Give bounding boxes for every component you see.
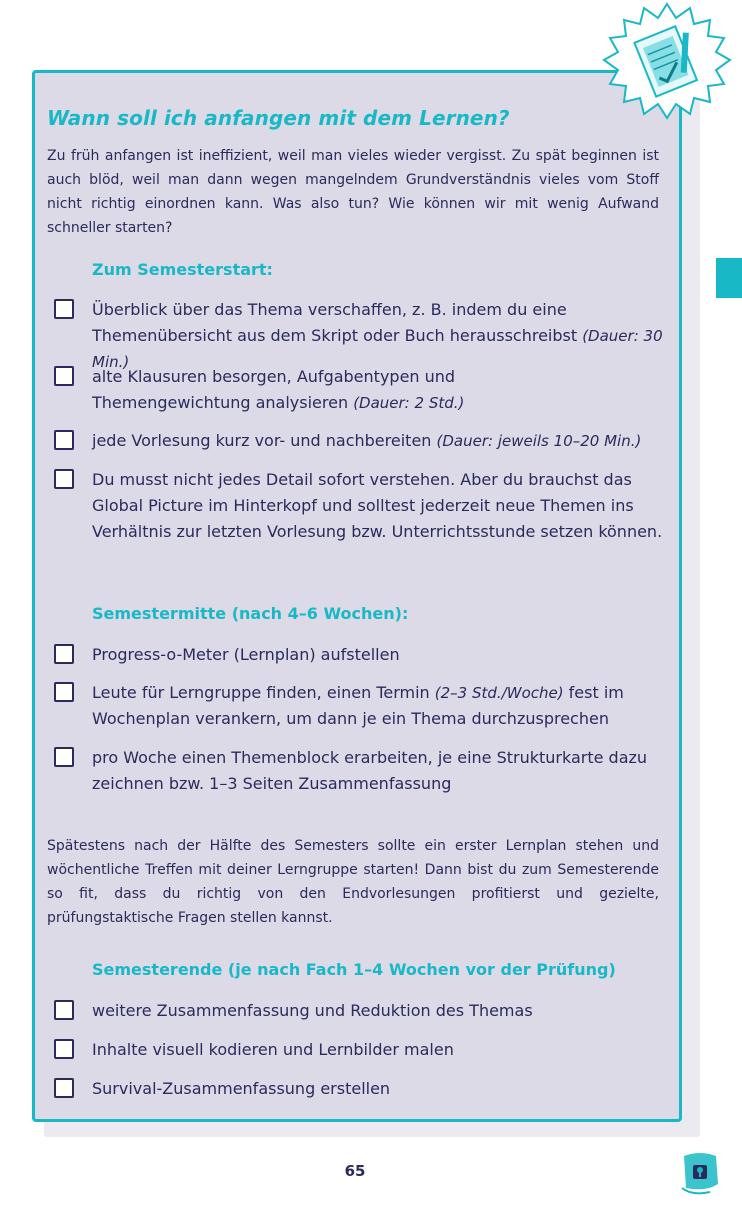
section-heading-semesterstart: Zum Semesterstart:	[92, 260, 273, 279]
checkbox[interactable]	[54, 747, 74, 767]
checklist-item-text: Überblick über das Thema verschaffen, z. B. indem du eine Themenübersicht aus dem Skript oder Buch herausschreibst (Dauer: 30 Min.)	[92, 300, 663, 371]
section-heading-semesterende: Semesterende (je nach Fach 1–4 Wochen vor der Prüfung)	[92, 960, 616, 979]
checkbox[interactable]	[54, 299, 74, 319]
duration-note: (2–3 Std./Woche)	[434, 684, 564, 702]
side-tab-marker	[716, 258, 742, 298]
lock-logo-icon	[676, 1148, 724, 1196]
checkbox[interactable]	[54, 469, 74, 489]
checkbox[interactable]	[54, 682, 74, 702]
summary-paragraph: Spätestens nach der Hälfte des Semesters sollte ein erster Lernplan stehen und wöchentliche Treffen mit deiner Lerngruppe starten! Dann bist du zum Semesterende so fit, dass du richtig von den Endvorlesungen profitierst und gezielte, prüfungstaktische Fragen stellen kannst.	[47, 838, 659, 926]
page-number: 65	[344, 1162, 366, 1180]
checklist-item-text: Inhalte visuell kodieren und Lernbilder malen	[92, 1040, 454, 1059]
checklist-item-text: weitere Zusammenfassung und Reduktion des Themas	[92, 1001, 533, 1020]
checkbox[interactable]	[54, 1000, 74, 1020]
checklist-item-text: jede Vorlesung kurz vor- und nachbereiten (Dauer: jeweils 10–20 Min.)	[92, 431, 642, 450]
checklist-item-text: Progress-o-Meter (Lernplan) aufstellen	[92, 645, 400, 664]
checkbox[interactable]	[54, 366, 74, 386]
checkbox[interactable]	[54, 1078, 74, 1098]
intro-paragraph: Zu früh anfangen ist ineffizient, weil man vieles wieder vergisst. Zu spät beginnen ist auch blöd, weil man dann wegen mangelndem Grundverständnis vieles vom Stoff nicht richtig einordnen kann. Was also tun? Wie können wir mit wenig Aufwand schneller starten?	[47, 148, 659, 236]
checklist-item-text: pro Woche einen Themenblock erarbeiten, je eine Strukturkarte dazu zeichnen bzw. 1–3 Seiten Zusammenfassung	[92, 748, 648, 793]
checkbox[interactable]	[54, 1039, 74, 1059]
duration-note: (Dauer: 30 Min.)	[92, 327, 663, 371]
page-title: Wann soll ich anfangen mit dem Lernen?	[47, 106, 510, 130]
checkbox[interactable]	[54, 644, 74, 664]
section-heading-semestermitte: Semestermitte (nach 4–6 Wochen):	[92, 604, 409, 623]
duration-note: (Dauer: jeweils 10–20 Min.)	[436, 432, 642, 450]
checklist-item-text: alte Klausuren besorgen, Aufgabentypen und Themengewichtung analysieren (Dauer: 2 Std.)	[92, 367, 465, 412]
checklist-item-text: Du musst nicht jedes Detail sofort verstehen. Aber du brauchst das Global Picture im Hinterkopf und solltest jederzeit neue Themen ins Verhältnis zur letzten Vorlesung bzw. Unterrichtsstunde setzen können.	[92, 470, 663, 541]
duration-note: (Dauer: 2 Std.)	[353, 394, 465, 412]
checklist-item-text: Leute für Lerngruppe finden, einen Termin (2–3 Std./Woche) fest im Wochenplan verankern, um dann je ein Thema durchzusprechen	[92, 683, 624, 728]
checklist-item-text: Survival-Zusammenfassung erstellen	[92, 1079, 391, 1098]
checkbox[interactable]	[54, 430, 74, 450]
